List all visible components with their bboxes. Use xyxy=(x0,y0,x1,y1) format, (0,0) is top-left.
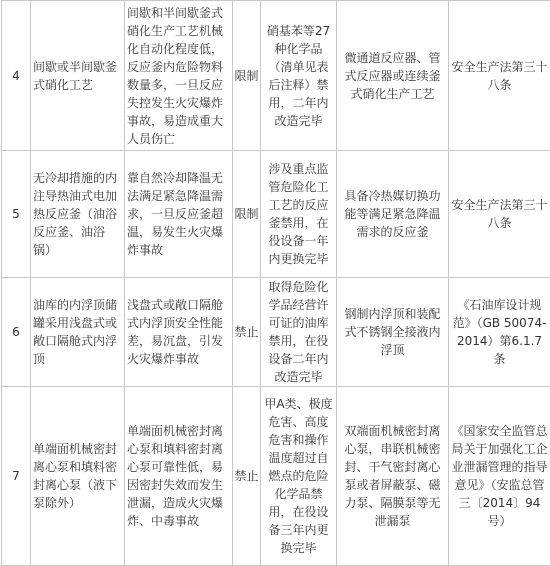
table-row xyxy=(2,387,550,566)
table-row xyxy=(2,151,550,278)
measure-cell: 限制 xyxy=(233,151,261,278)
hazardous-process-table xyxy=(1,0,550,566)
legal-basis-cell: 《国家安全监管总局关于加强化工企业泄漏管理的指导意见》（安监总管三〔2014〕94号） xyxy=(449,387,550,566)
measure-cell: 禁止 xyxy=(233,278,261,387)
risk-description-cell: 单端面机械密封离心泵和填料密封离心泵可靠性低，易因密封失效而发生泄漏，造成火灾爆炸、中毒事故 xyxy=(125,387,233,566)
legal-basis-cell: 安全生产法第三十八条 xyxy=(449,1,550,151)
scope-cell: 涉及重点监管危险化工工艺的反应釜禁用，在役设备一年内更换完毕 xyxy=(261,151,337,278)
scope-cell: 硝基苯等27种化学品（清单见表后注释）禁用，二年内改造完毕 xyxy=(261,1,337,151)
process-name-cell: 单端面机械密封离心泵和填料密封离心泵（液下泵除外） xyxy=(31,387,125,566)
risk-description-cell: 靠自然冷却降温无法满足紧急降温需求，一旦反应釜超温，易发生火灾爆炸事故 xyxy=(125,151,233,278)
row-number: 4 xyxy=(2,1,31,151)
alternative-cell: 微通道反应器、管式反应器或连续釜式硝化生产工艺 xyxy=(337,1,449,151)
process-name-cell: 油库的内浮顶储罐采用浅盘式或敞口隔舱式内浮顶 xyxy=(31,278,125,387)
process-name-cell: 无冷却措施的内注导热油式电加热反应釜（油浴反应釜、油浴锅） xyxy=(31,151,125,278)
row-number: 6 xyxy=(2,278,31,387)
alternative-cell: 具备冷热媒切换功能等满足紧急降温需求的反应釜 xyxy=(337,151,449,278)
risk-description-cell: 浅盘式或敞口隔舱式内浮顶安全性能差，易沉盘，引发火灾爆炸事故 xyxy=(125,278,233,387)
legal-basis-cell: 安全生产法第三十八条 xyxy=(449,151,550,278)
scope-cell: 取得危险化学品经营许可证的油库禁用，在役设备二年内改造完毕 xyxy=(261,278,337,387)
measure-cell: 限制 xyxy=(233,1,261,151)
row-number: 7 xyxy=(2,387,31,566)
risk-description-cell: 间歇和半间歇釜式硝化生产工艺机械化自动化程度低，反应釜内危险物料数量多，一旦反应失控发生火灾爆炸事故，易造成重大人员伤亡 xyxy=(125,1,233,151)
scope-cell: 甲A类、极度危害、高度危害和操作温度超过自燃点的危险化学品禁用，在役设备三年内更换完毕 xyxy=(261,387,337,566)
alternative-cell: 钢制内浮顶和装配式不锈钢全接液内浮顶 xyxy=(337,278,449,387)
row-number: 5 xyxy=(2,151,31,278)
alternative-cell: 双端面机械密封离心泵，串联机械密封、干气密封离心泵或者屏蔽泵、磁力泵、隔膜泵等无泄漏泵 xyxy=(337,387,449,566)
table-row xyxy=(2,278,550,387)
table-row xyxy=(2,1,550,151)
legal-basis-cell: 《石油库设计规范》（GB 50074-2014）第6.1.7条 xyxy=(449,278,550,387)
measure-cell: 禁止 xyxy=(233,387,261,566)
process-name-cell: 间歇或半间歇釜式硝化工艺 xyxy=(31,1,125,151)
